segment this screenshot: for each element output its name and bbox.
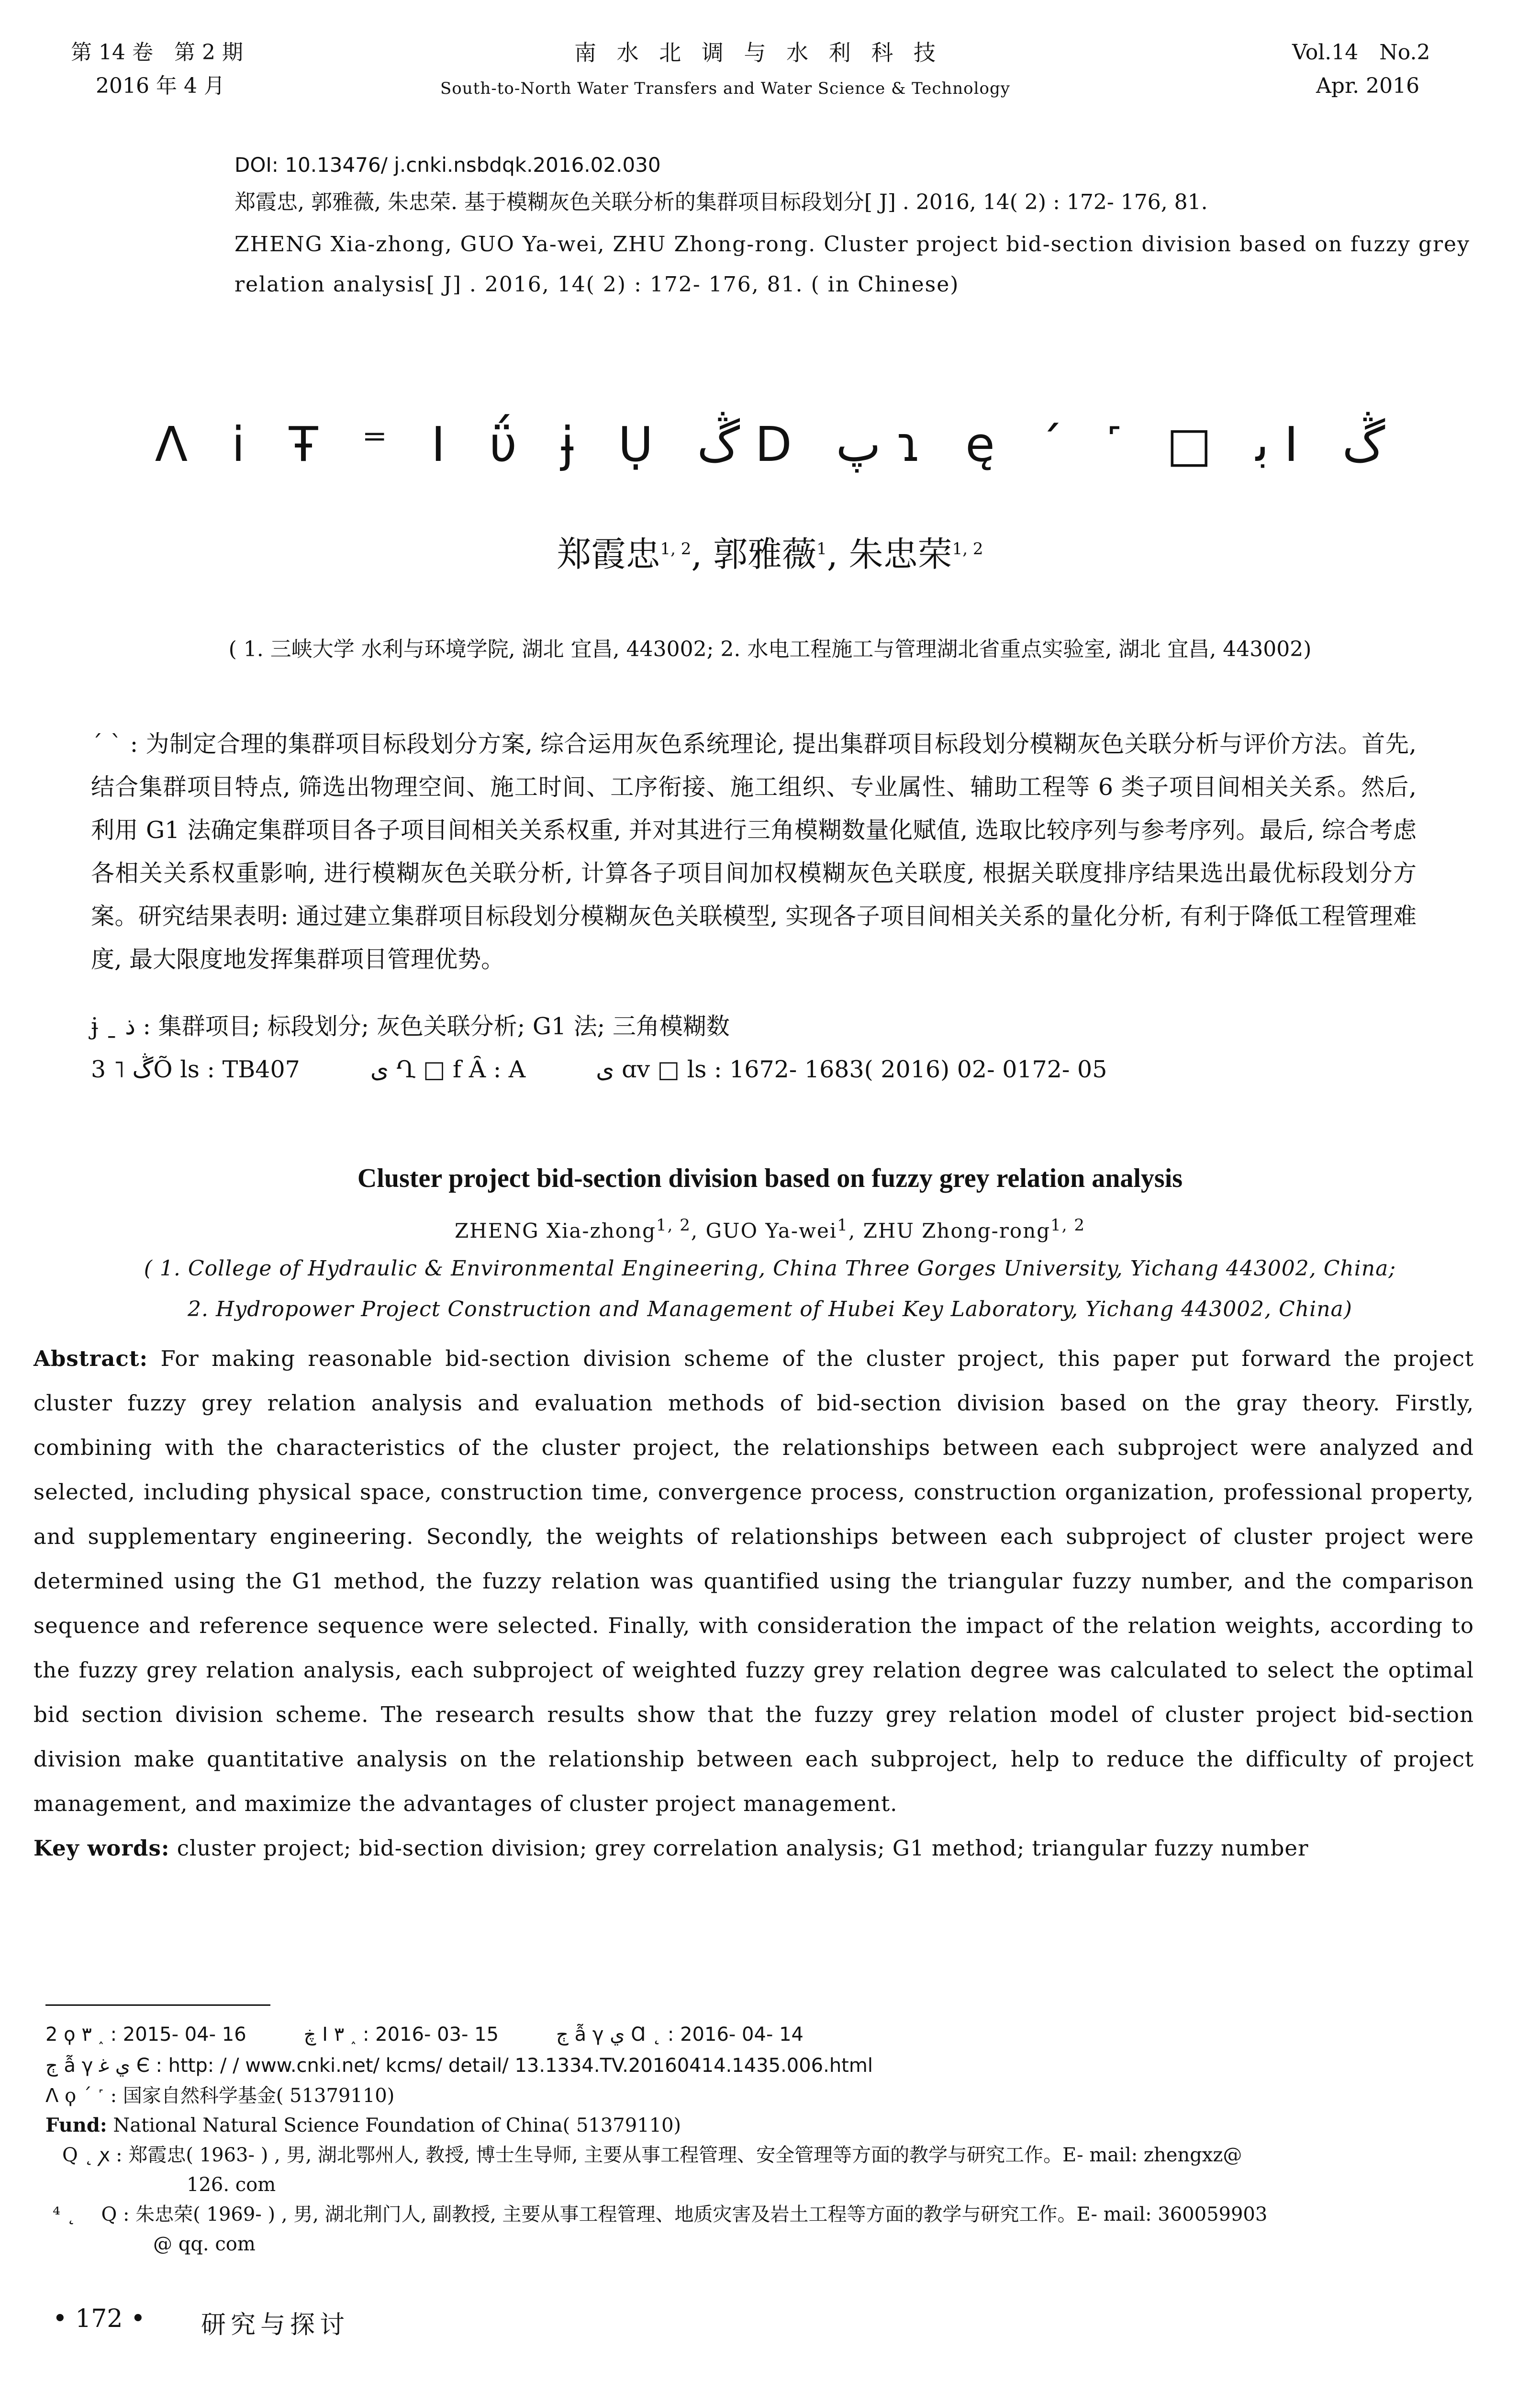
author-3-sup: 1, 2 bbox=[952, 539, 983, 559]
author-en-2: GUO Ya-wei bbox=[705, 1219, 837, 1242]
footnote-rule bbox=[45, 2004, 270, 2006]
affiliation-en-line2: 2. Hydropower Project Construction and Management of Hubei Key Laboratory, Yichang 443002, China) bbox=[188, 1297, 1352, 1321]
keywords-zh: ɉ ˍ ذ : 集群项目; 标段划分; 灰色关联分析; G1 法; 三角模糊数 bbox=[91, 1013, 730, 1040]
abstract-en-label: Abstract: bbox=[33, 1346, 148, 1371]
affiliation-zh: ( 1. 三峡大学 水利与环境学院, 湖北 宜昌, 443002; 2. 水电工程施工与管理湖北省重点实验室, 湖北 宜昌, 443002) bbox=[228, 637, 1312, 661]
abstract-en-text: For making reasonable bid-section division scheme of the cluster project, this paper put forward the project cluster fuzzy grey relation analysis and evaluation methods of bid-section division based on the gray theory. Firstly, combining with the characteristics of the cluster project, the relationships between each subproject were analyzed and selected, including physical space, construction time, convergence process, construction organization, professional property, and supplementary engineering. Secondly, the weights of relationships between each subproject of cluster project were determined using the G1 method, the fuzzy relation was quantified using the triangular fuzzy number, and the comparison sequence and reference sequence were selected. Finally, with consideration the impact of the relation weights, according to the fuzzy grey relation analysis, each subproject of weighted fuzzy grey relation degree was calculated to select the optimal bid section division scheme. The research results show that the fuzzy grey relation model of cluster project bid-section division make quantitative analysis on the relationship between each subproject, help to reduce the difficulty of project management, and maximize the advantages of cluster project management. bbox=[33, 1346, 1474, 1816]
title-zh-garbled: ꓥ i Ŧ ⁼ ꓲ ΰ ɉ Ụ ڴ D پ ɿ ę ´ ˹ □ ﺑ ꓲ ڴ bbox=[155, 416, 1385, 472]
footnote-dates: 2 ϙ ۳ ˰ : 2015- 04- 16 ڿ ꓲ ۳ ˰ : 2016- 03- 15 ڄ ẫ γ ي Ɑ ˛ : 2016- 04- 14 bbox=[45, 2024, 803, 2046]
title-en: Cluster project bid-section division based on fuzzy grey relation analysis bbox=[357, 1163, 1183, 1193]
footnote-author1-email-cont: 126. com bbox=[187, 2174, 276, 2196]
footnote-author2 bbox=[53, 2200, 1488, 2229]
citation-en-line2: relation analysis[ J] . 2016, 14( 2) : 172- 176, 81. ( in Chinese) bbox=[234, 272, 960, 297]
footnote-author1-label: Q ˛ ꭗ bbox=[62, 2144, 110, 2166]
citation-en-line1: ZHENG Xia-zhong, GUO Ya-wei, ZHU Zhong-rong. Cluster project bid-section division based on fuzzy grey bbox=[234, 232, 1470, 257]
fund-text: National Natural Science Foundation of China( 51379110) bbox=[113, 2114, 681, 2136]
author-1-sup: 1, 2 bbox=[660, 539, 692, 559]
keywords-zh-text: 集群项目; 标段划分; 灰色关联分析; G1 法; 三角模糊数 bbox=[158, 1013, 730, 1040]
abstract-zh-label: ´ ˋ bbox=[91, 730, 123, 758]
footnote-author2-text: : 朱忠荣( 1969- ) , 男, 湖北荆门人, 副教授, 主要从事工程管理、地质灾害及岩土工程等方面的教学与研究工作。E- mail: 360059903 bbox=[123, 2203, 1268, 2225]
author-2: 郭雅薇 bbox=[713, 534, 817, 574]
abstract-zh-text: 为制定合理的集群项目标段划分方案, 综合运用灰色系统理论, 提出集群项目标段划分模糊灰色关联分析与评价方法。首先, 结合集群项目特点, 筛选出物理空间、施工时间、工序衔接、施工组织、专业属性、辅助工程等 6 类子项目间相关关系。然后, 利用 G1 法确定集群项目各子项目间相关关系权重, 并对其进行三角模糊数量化赋值, 选取比较序列与参考序列。最后, 综合考虑各相关关系权重影响, 进行模糊灰色关联分析, 计算各子项目间加权模糊灰色关联度, 根据关联度排序结果选出最优标段划分方案。研究结果表明: 通过建立集群项目标段划分模糊灰色关联模型, 实现各子项目间相关关系的量化分析, 有利于降低工程管理难度, 最大限度地发挥集群项目管理优势。 bbox=[91, 730, 1417, 973]
header-date-zh: 2016 年 4 月 bbox=[96, 74, 225, 98]
author-en-2-sup: 1 bbox=[837, 1216, 848, 1235]
header-volume-en: Vol.14 No.2 bbox=[1292, 40, 1430, 65]
affiliation-en-line1: ( 1. College of Hydraulic & Environmental Engineering, China Three Gorges University, Yichang 443002, China; bbox=[144, 1256, 1396, 1281]
author-1: 郑霞忠 bbox=[557, 534, 660, 574]
keywords-zh-label: ɉ ˍ ذ bbox=[91, 1013, 135, 1040]
abstract-zh: ´ ˋ : 为制定合理的集群项目标段划分方案, 综合运用灰色系统理论, 提出集群项目标段划分模糊灰色关联分析与评价方法。首先, 结合集群项目特点, 筛选出物理空间、施工时间、工序衔接、施工组织、专业属性、辅助工程等 6 类子项目间相关关系。然后, 利用 G1 法确定集群项目各子项目间相关关系权重, 并对其进行三角模糊数量化赋值, 选取比较序列与参考序列。最后, 综合考虑各相关关系权重影响, 进行模糊灰色关联分析, 计算各子项目间加权模糊灰色关联度, 根据关联度排序结果选出最优标段划分方案。研究结果表明: 通过建立集群项目标段划分模糊灰色关联模型, 实现各子项目间相关关系的量化分析, 有利于降低工程管理难度, 最大限度地发挥集群项目管理优势。 bbox=[91, 730, 1417, 973]
citation-zh: 郑霞忠, 郭雅薇, 朱忠荣. 基于模糊灰色关联分析的集群项目标段划分[ J] . 2016, 14( 2) : 172- 176, 81. bbox=[234, 190, 1208, 214]
authors-en: ZHENG Xia-zhong$^{1, 2}$, GUO Ya-wei$^1$, ZHU Zhong-rong$^{1, 2}$ bbox=[454, 1216, 1086, 1242]
footnote-url: ڄ ẫ γ ي ﻏ Є : http: / / www.cnki.net/ kcms/ detail/ 13.1334.TV.20160414.1435.006.html bbox=[45, 2055, 873, 2077]
keywords-en-label: Key words: bbox=[33, 1835, 170, 1861]
author-en-3-sup: 1, 2 bbox=[1050, 1216, 1086, 1235]
header-journal-en: South-to-North Water Transfers and Water Science & Technology bbox=[440, 79, 1010, 98]
footnote-author2-label: ⁴ ˛ Q bbox=[53, 2203, 117, 2225]
page-number: • 172 • bbox=[53, 2304, 145, 2333]
footnote-fund-en bbox=[45, 2111, 681, 2140]
abstract-en bbox=[33, 1336, 1474, 1826]
author-en-1: ZHENG Xia-zhong bbox=[454, 1219, 657, 1242]
author-en-1-sup: 1, 2 bbox=[656, 1216, 691, 1235]
section-label: 研究与探讨 bbox=[201, 2311, 350, 2339]
footnote-author1-text: : 郑霞忠( 1963- ) , 男, 湖北鄂州人, 教授, 博士生导师, 主要从事工程管理、安全管理等方面的教学与研究工作。E- mail: zhengxz@ bbox=[116, 2144, 1242, 2166]
header-volume-zh: 第 14 卷 第 2 期 bbox=[71, 40, 243, 65]
author-3: 朱忠荣 bbox=[848, 534, 952, 574]
keywords-en-text: cluster project; bid-section division; grey correlation analysis; G1 method; triangular fuzzy number bbox=[177, 1835, 1309, 1861]
header-journal-zh: 南 水 北 调 与 水 利 科 技 bbox=[574, 40, 942, 66]
classification-line: 3 ˥ ڴÕ ls : TB407 ی Ղ □ f Ȃ : A ی ɑv □ ls : 1672- 1683( 2016) 02- 0172- 05 bbox=[91, 1056, 1107, 1083]
doi: DOI: 10.13476/ j.cnki.nsbdqk.2016.02.030 bbox=[234, 153, 661, 177]
author-2-sup: 1 bbox=[816, 539, 827, 559]
fund-label: Fund: bbox=[45, 2114, 107, 2136]
authors-zh: 郑霞忠$^{1, 2}$, 郭雅薇$^1$, 朱忠荣$^{1, 2}$ bbox=[557, 534, 983, 574]
author-en-3: ZHU Zhong-rong bbox=[863, 1219, 1051, 1242]
footnote-author2-email-cont: @ qq. com bbox=[153, 2233, 256, 2255]
footnote-fund-zh: ꓥ ϙ ´ ˹ : 国家自然科学基金( 51379110) bbox=[45, 2085, 395, 2107]
keywords-en bbox=[33, 1826, 1474, 1870]
footnote-author1 bbox=[62, 2140, 1488, 2170]
header-date-en: Apr. 2016 bbox=[1316, 74, 1420, 98]
